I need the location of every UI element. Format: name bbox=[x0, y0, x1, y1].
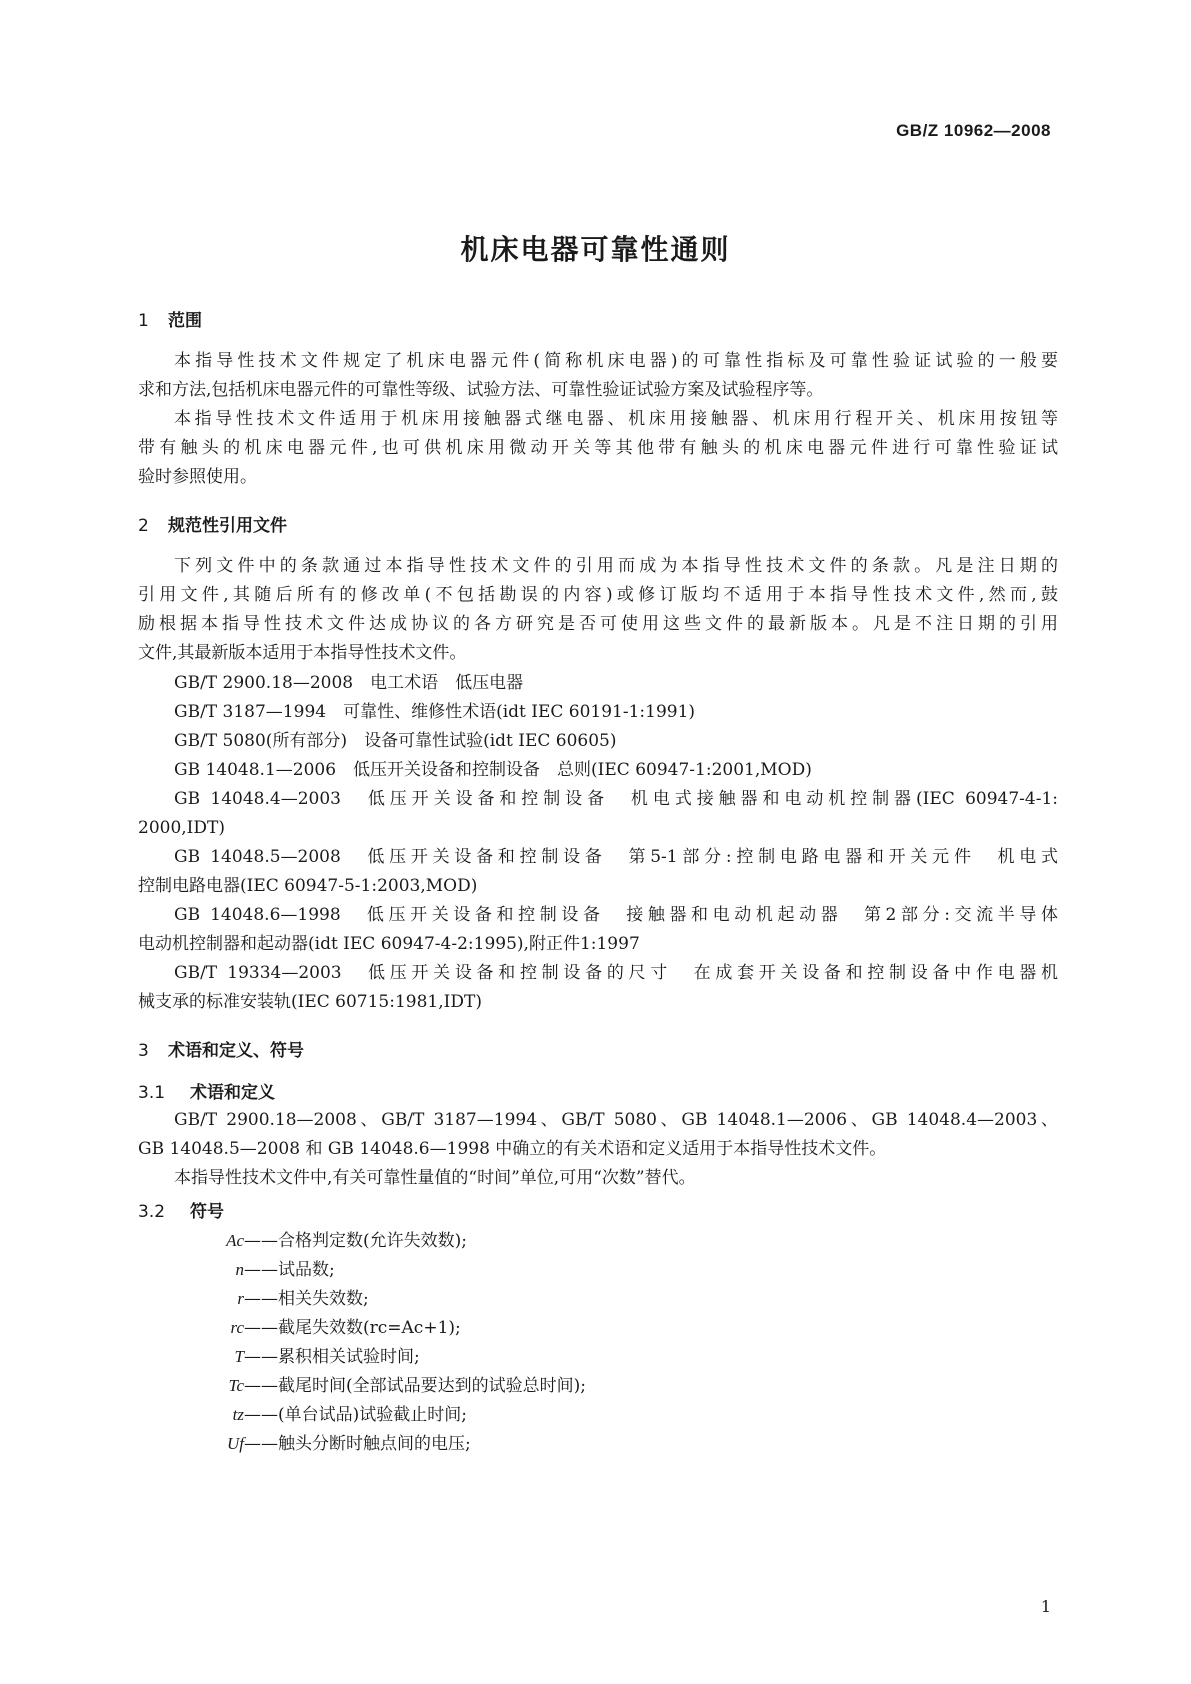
reference-item-cont: 控制电路电器(IEC 60947-5-1:2003,MOD) bbox=[138, 876, 478, 896]
reference-item: GB 14048.5—2008 低压开关设备和控制设备 第5-1部分:控制电路电器和开关元件 机电式 bbox=[174, 847, 1058, 867]
section-number: 3.1 bbox=[138, 1083, 166, 1103]
section-1-heading bbox=[138, 306, 202, 331]
section-number: 2 bbox=[138, 516, 149, 536]
symbol: tz bbox=[232, 1405, 244, 1424]
reference-item: GB 14048.1—2006 低压开关设备和控制设备 总则(IEC 60947-1:2001,MOD) bbox=[174, 760, 812, 780]
symbol-desc: ——截尾失效数(rc=Ac+1); bbox=[244, 1318, 461, 1338]
symbol-row bbox=[174, 1226, 467, 1251]
symbol-row bbox=[174, 1342, 420, 1367]
symbol: T bbox=[234, 1347, 244, 1366]
paragraph-line: 本指导性技术文件中,有关可靠性量值的“时间”单位,可用“次数”替代。 bbox=[174, 1168, 696, 1188]
symbol: Uf bbox=[227, 1434, 244, 1453]
symbol: Tc bbox=[228, 1376, 244, 1395]
paragraph-line: 本指导性技术文件规定了机床电器元件(简称机床电器)的可靠性指标及可靠性验证试验的一般要 bbox=[174, 351, 1058, 371]
section-title: 规范性引用文件 bbox=[168, 516, 287, 536]
section-number: 3 bbox=[138, 1041, 149, 1061]
reference-item: GB/T 3187—1994 可靠性、维修性术语(idt IEC 60191-1:1991) bbox=[174, 702, 696, 722]
section-title: 符号 bbox=[190, 1202, 224, 1222]
symbol-desc: ——累积相关试验时间; bbox=[244, 1347, 420, 1367]
symbol-desc: ——(单台试品)试验截止时间; bbox=[244, 1405, 467, 1425]
section-title: 范围 bbox=[168, 311, 202, 331]
reference-item: GB 14048.6—1998 低压开关设备和控制设备 接触器和电动机起动器 第2部分:交流半导体 bbox=[174, 905, 1058, 925]
symbol-desc: ——试品数; bbox=[244, 1260, 335, 1280]
symbol: r bbox=[237, 1289, 244, 1308]
section-3-1-heading bbox=[138, 1078, 275, 1103]
symbol-row bbox=[174, 1371, 586, 1396]
symbol-desc: ——触头分断时触点间的电压; bbox=[244, 1434, 471, 1454]
paragraph-line: 文件,其最新版本适用于本指导性技术文件。 bbox=[138, 643, 467, 663]
symbol: rc bbox=[230, 1318, 244, 1337]
page-number: 1 bbox=[1040, 1597, 1051, 1616]
reference-item-cont: 电动机控制器和起动器(idt IEC 60947-4-2:1995),附正件1:1997 bbox=[138, 934, 640, 954]
symbol: n bbox=[235, 1260, 244, 1279]
reference-item-cont: 2000,IDT) bbox=[138, 818, 225, 838]
paragraph-line: 下列文件中的条款通过本指导性技术文件的引用而成为本指导性技术文件的条款。凡是注日期的 bbox=[174, 556, 1058, 576]
page-title: 机床电器可靠性通则 bbox=[460, 233, 731, 266]
section-number: 3.2 bbox=[138, 1202, 166, 1222]
symbol-row bbox=[174, 1255, 335, 1280]
section-3-heading bbox=[138, 1036, 304, 1061]
paragraph-line: GB 14048.5—2008 和 GB 14048.6—1998 中确立的有关术语和定义适用于本指导性技术文件。 bbox=[138, 1139, 887, 1159]
symbol-row bbox=[174, 1313, 461, 1338]
paragraph-line: 励根据本指导性技术文件达成协议的各方研究是否可使用这些文件的最新版本。凡是不注日期的引用 bbox=[138, 614, 1058, 634]
symbol-row bbox=[174, 1429, 471, 1454]
section-title: 术语和定义、符号 bbox=[168, 1041, 304, 1061]
paragraph-line: 验时参照使用。 bbox=[138, 467, 257, 487]
section-2-heading bbox=[138, 511, 287, 536]
section-3-2-heading bbox=[138, 1197, 224, 1222]
paragraph-line: 引用文件,其随后所有的修改单(不包括勘误的内容)或修订版均不适用于本指导性技术文件,然而,鼓 bbox=[138, 585, 1058, 605]
reference-item: GB 14048.4—2003 低压开关设备和控制设备 机电式接触器和电动机控制器(IEC 60947-4-1: bbox=[174, 789, 1058, 809]
symbol-row bbox=[174, 1400, 467, 1425]
section-title: 术语和定义 bbox=[190, 1083, 275, 1103]
reference-item-cont: 械支承的标准安装轨(IEC 60715:1981,IDT) bbox=[138, 992, 482, 1012]
reference-item: GB/T 2900.18—2008 电工术语 低压电器 bbox=[174, 673, 524, 693]
symbol-desc: ——截尾时间(全部试品要达到的试验总时间); bbox=[244, 1376, 586, 1396]
reference-item: GB/T 19334—2003 低压开关设备和控制设备的尺寸 在成套开关设备和控制设备中作电器机 bbox=[174, 963, 1058, 983]
symbol: Ac bbox=[226, 1231, 244, 1250]
symbol-desc: ——合格判定数(允许失效数); bbox=[244, 1231, 467, 1251]
paragraph-line: 带有触头的机床电器元件,也可供机床用微动开关等其他带有触头的机床电器元件进行可靠性验证试 bbox=[138, 438, 1058, 458]
symbol-row bbox=[174, 1284, 369, 1309]
paragraph-line: 本指导性技术文件适用于机床用接触器式继电器、机床用接触器、机床用行程开关、机床用按钮等 bbox=[174, 409, 1058, 429]
paragraph-line: 求和方法,包括机床电器元件的可靠性等级、试验方法、可靠性验证试验方案及试验程序等。 bbox=[138, 380, 824, 400]
standard-number: GB/Z 10962—2008 bbox=[896, 121, 1051, 140]
reference-item: GB/T 5080(所有部分) 设备可靠性试验(idt IEC 60605) bbox=[174, 731, 617, 751]
paragraph-line: GB/T 2900.18—2008、GB/T 3187—1994、GB/T 5080、GB 14048.1—2006、GB 14048.4—2003、 bbox=[174, 1110, 1058, 1130]
section-number: 1 bbox=[138, 311, 149, 331]
symbol-desc: ——相关失效数; bbox=[244, 1289, 369, 1309]
